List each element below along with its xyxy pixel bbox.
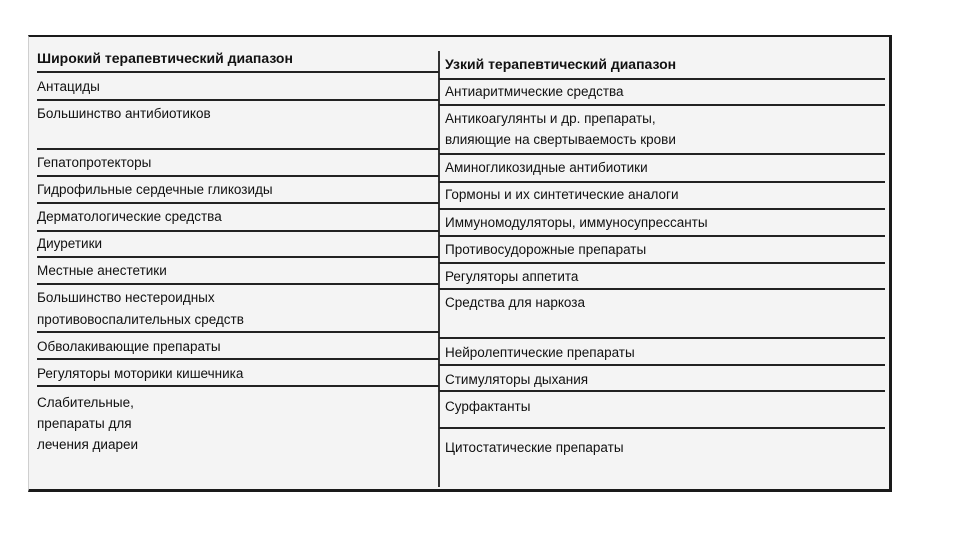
row-divider	[439, 78, 885, 80]
wide-item-motility: Регуляторы моторики кишечника	[37, 366, 244, 381]
row-divider	[439, 235, 885, 237]
narrow-item-appetite: Регуляторы аппетита	[445, 269, 579, 284]
row-divider	[439, 390, 885, 392]
narrow-item-immunomodulators: Иммуномодуляторы, иммуносупрессанты	[445, 215, 708, 230]
row-divider	[439, 288, 885, 290]
narrow-item-surfactants: Сурфактанты	[445, 399, 531, 414]
narrow-item-neuroleptics: Нейролептические препараты	[445, 345, 635, 360]
row-divider	[37, 202, 439, 204]
row-divider	[37, 71, 439, 73]
row-divider	[37, 331, 439, 333]
narrow-item-antiarrhythmic: Антиаритмические средства	[445, 84, 624, 99]
row-divider	[37, 283, 439, 285]
narrow-item-hormones: Гормоны и их синтетические аналоги	[445, 187, 679, 202]
wide-item-antibiotics: Большинство антибиотиков	[37, 106, 211, 121]
narrow-item-anticoagulants-line2: влияющие на свертываемость крови	[445, 132, 676, 147]
wide-range-header: Широкий терапевтический диапазон	[37, 50, 293, 66]
row-divider	[439, 262, 885, 264]
narrow-item-cytostatics: Цитостатические препараты	[445, 440, 624, 455]
narrow-range-header: Узкий терапевтический диапазон	[445, 56, 677, 72]
drug-table	[28, 35, 892, 492]
row-divider	[439, 208, 885, 210]
row-divider	[37, 256, 439, 258]
row-divider	[439, 104, 885, 106]
narrow-item-aminoglycosides: Аминогликозидные антибиотики	[445, 160, 648, 175]
wide-item-glycosides: Гидрофильные сердечные гликозиды	[37, 182, 273, 197]
wide-item-laxatives-line2: препараты для	[37, 416, 132, 431]
row-divider	[439, 337, 885, 339]
row-divider	[37, 148, 439, 150]
narrow-item-anticoagulants-line1: Антикоагулянты и др. препараты,	[445, 111, 656, 126]
narrow-item-respiratory: Стимуляторы дыхания	[445, 372, 589, 387]
wide-item-dermatologic: Дерматологические средства	[37, 209, 222, 224]
wide-item-antacids: Антациды	[37, 79, 100, 94]
row-divider	[37, 99, 439, 101]
wide-item-hepatoprotectors: Гепатопротекторы	[37, 155, 152, 170]
row-divider	[439, 181, 885, 183]
wide-item-laxatives-line1: Слабительные,	[37, 395, 134, 410]
row-divider	[37, 358, 439, 360]
row-divider	[439, 153, 885, 155]
narrow-item-anticonvulsants: Противосудорожные препараты	[445, 242, 647, 257]
row-divider	[439, 364, 885, 366]
column-divider	[438, 51, 440, 487]
row-divider	[439, 427, 885, 429]
wide-item-coating: Обволакивающие препараты	[37, 339, 221, 354]
wide-item-nsaids-line2: противовоспалительных средств	[37, 312, 244, 327]
wide-item-diuretics: Диуретики	[37, 236, 103, 251]
row-divider	[37, 175, 439, 177]
wide-item-anesthetics: Местные анестетики	[37, 263, 167, 278]
wide-item-laxatives-line3: лечения диареи	[37, 437, 139, 452]
narrow-item-anesthesia: Средства для наркоза	[445, 295, 585, 310]
wide-item-nsaids-line1: Большинство нестероидных	[37, 290, 215, 305]
row-divider	[37, 385, 439, 387]
row-divider	[37, 230, 439, 232]
